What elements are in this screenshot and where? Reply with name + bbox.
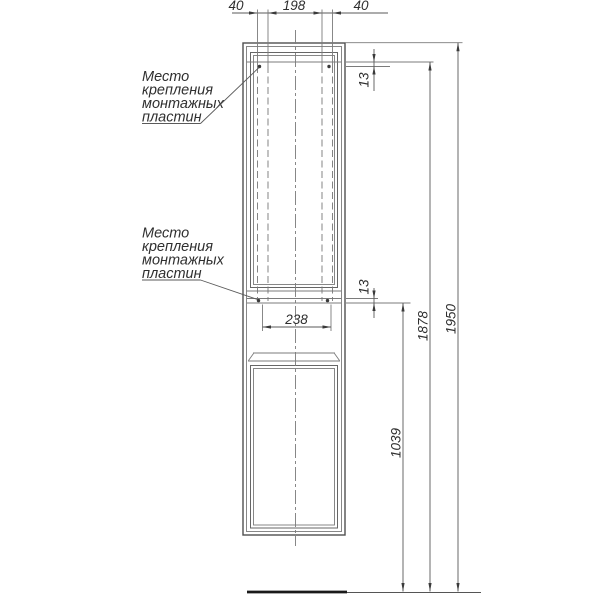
note-line: монтажных (142, 252, 224, 269)
leader-line (201, 280, 258, 300)
right-plate-top-marker (327, 65, 330, 68)
dimension-offset-bottom (346, 279, 411, 318)
mounting-note-top (142, 68, 259, 126)
dimension-height-1039 (389, 303, 405, 592)
arrow (268, 11, 277, 14)
arrow (323, 325, 332, 328)
arrow (401, 303, 404, 312)
cabinet-body (243, 43, 345, 535)
dimension-value-40-right: 40 (353, 0, 369, 13)
arrow (249, 11, 258, 14)
dimension-value-13-bottom: 13 (356, 279, 372, 295)
arrow (401, 583, 404, 592)
note-line: Место (142, 225, 190, 242)
arrow (456, 583, 459, 592)
arrow (372, 303, 375, 311)
dimension-value-198: 198 (282, 0, 306, 13)
lower-door-outline (251, 366, 338, 529)
note-line: пластин (142, 266, 202, 282)
upper-door-outline (251, 53, 338, 288)
middle-rail (248, 353, 340, 361)
arrow (372, 54, 375, 62)
note-line: крепления (142, 82, 213, 99)
note-line: крепления (142, 239, 213, 255)
dimension-value-1878: 1878 (415, 310, 431, 342)
note-line: пластин (142, 109, 202, 126)
cabinet-outer-outline (243, 43, 345, 535)
dimension-height-1950 (345, 43, 463, 592)
arrow (372, 291, 375, 299)
arrow (333, 11, 342, 14)
note-line: монтажных (142, 96, 224, 112)
dimension-value-40-left: 40 (228, 0, 244, 13)
floor-line (247, 592, 481, 593)
dimension-value-1039: 1039 (388, 427, 404, 459)
arrow (456, 43, 459, 52)
arrow (372, 67, 375, 75)
dimension-value-1950: 1950 (443, 303, 459, 335)
rail-left-chamfer (249, 354, 254, 361)
mounting-note-bottom (142, 226, 258, 300)
dimension-top-chain (228, 0, 388, 66)
rail-right-chamfer (335, 354, 340, 361)
dimension-value-13-top: 13 (356, 72, 372, 88)
cabinet-inner-outline (247, 47, 342, 532)
arrow (428, 583, 431, 592)
dimension-plate-centers (263, 305, 332, 332)
lower-door-inner-outline (254, 369, 335, 526)
arrow (314, 11, 323, 14)
note-line: Место (142, 69, 190, 85)
mounting-plates-hidden-lines (257, 65, 333, 302)
right-plate-bottom-marker (326, 299, 329, 302)
dimension-height-1878 (416, 62, 432, 592)
arrow (263, 325, 272, 328)
dimension-offset-top (346, 49, 434, 91)
arrow (428, 62, 431, 71)
dimension-value-238: 238 (285, 312, 308, 327)
